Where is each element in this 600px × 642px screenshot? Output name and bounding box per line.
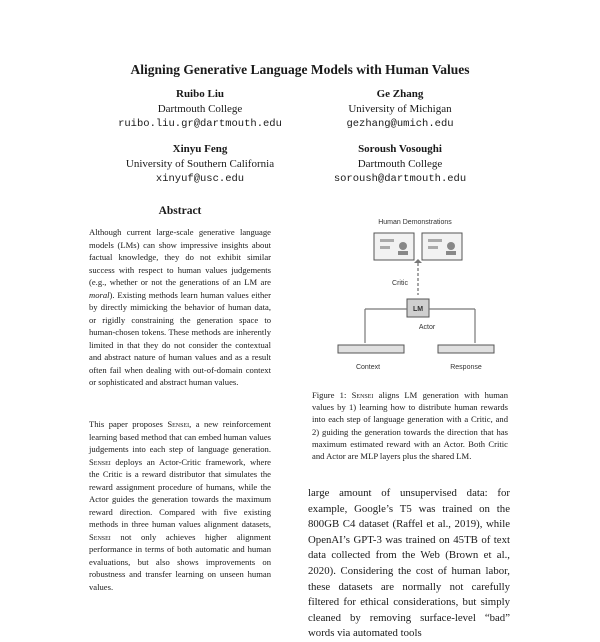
author-block-2 [270, 87, 530, 132]
lm-label: LM [412, 306, 424, 313]
method-name: Sensei [89, 456, 111, 467]
author-email: soroush@dartmouth.edu [333, 173, 467, 185]
human-demonstrations-label: Human Demonstrations [378, 219, 452, 226]
caption-text: aligns LM generation with human values by 1) learning how to distribute human rewards into each step of language generation with a Critic, and 2) guiding the generation towards the direction that has maximum estimated reward with an Actor. Both Critic and Actor are MLP layers plus the shared LM. [312, 390, 508, 462]
demo-card-right [422, 233, 462, 260]
actor-label: Actor [418, 324, 436, 331]
author-affiliation: Dartmouth College [157, 103, 243, 115]
abstract-heading: Abstract [158, 205, 202, 217]
method-name: Sensei [167, 419, 190, 429]
abstract-paragraph-2 [89, 418, 271, 593]
author-name: Ruibo Liu [176, 88, 224, 100]
abstract-paragraph-1 [89, 226, 271, 389]
author-email: gezhang@umich.edu [346, 118, 454, 130]
author-affiliation: University of Southern California [125, 158, 275, 170]
response-label: Response [450, 364, 482, 371]
figure-1-caption [312, 389, 508, 462]
abstract-text: This paper proposes [89, 419, 168, 429]
author-name: Xinyu Feng [172, 143, 228, 155]
figure-1-diagram [330, 213, 500, 378]
response-box [438, 345, 494, 353]
author-block-4 [270, 142, 530, 187]
context-box [338, 345, 404, 353]
author-email: ruibo.liu.gr@dartmouth.edu [118, 118, 282, 130]
abstract-text: ). Existing methods learn human values either by directly mimicking the behavior of human data, or rigidly constraining the generation space to human-chosen tokens. These methods are inherently limited in that they do not consider the contextual and abstract nature of human values and as a result often fail when dealing with out-of-domain context or sophisticated and abstract human values. [89, 289, 271, 387]
arrow-head [414, 259, 422, 263]
author-email: xinyuf@usc.edu [155, 173, 245, 185]
caption-text: Figure 1: [312, 390, 352, 400]
author-name: Soroush Vosoughi [358, 143, 442, 155]
abstract-text: not only achieves higher alignment performance in terms of both automatic and human evaluations, but also shows improvements on robustness and transfer learning on unseen human values. [89, 531, 271, 592]
abstract-text: , a new reinforcement learning based method that can embed human values judgements into each step of language generation. [89, 419, 271, 454]
abstract-text: deploys an Actor-Critic framework, where the Critic is a reward distributor that simulates the reward assignment procedure of humans, while the Actor guides the generation towards the maximum reward direction. Compared with five existing methods in three human values alignment datasets, [89, 456, 271, 529]
paper-title: Aligning Generative Language Models with Human Values [130, 62, 470, 77]
demo-card-left [374, 233, 414, 260]
critic-label: Critic [392, 280, 408, 287]
author-affiliation: Dartmouth College [357, 158, 443, 170]
context-label: Context [355, 364, 381, 371]
abstract-text: Although current large-scale generative language models (LMs) can show impressive insights about factual knowledge, they do not exhibit similar success with respect to human values judgements (e.g., whether or not the generations of an LM are [89, 227, 271, 287]
author-affiliation: University of Michigan [348, 103, 452, 115]
body-paragraph: large amount of unsupervised data: for example, Google’s T5 was trained on the 800GB C4 dataset (Raffel et al., 2019), while OpenAI’s GPT-3 was trained on 45TB of text data collected from the Web (Brown et al., 2020). Considering the cost of human labor, these datasets are normally not carefully filtered for ethical considerations, but simply cleaned by removing surface-level “bad” words via automated tools [308, 487, 510, 640]
author-name: Ge Zhang [376, 88, 424, 100]
method-name: Sensei [89, 531, 111, 542]
abstract-italic-term: moral [89, 289, 110, 300]
method-name: Sensei [351, 390, 374, 400]
